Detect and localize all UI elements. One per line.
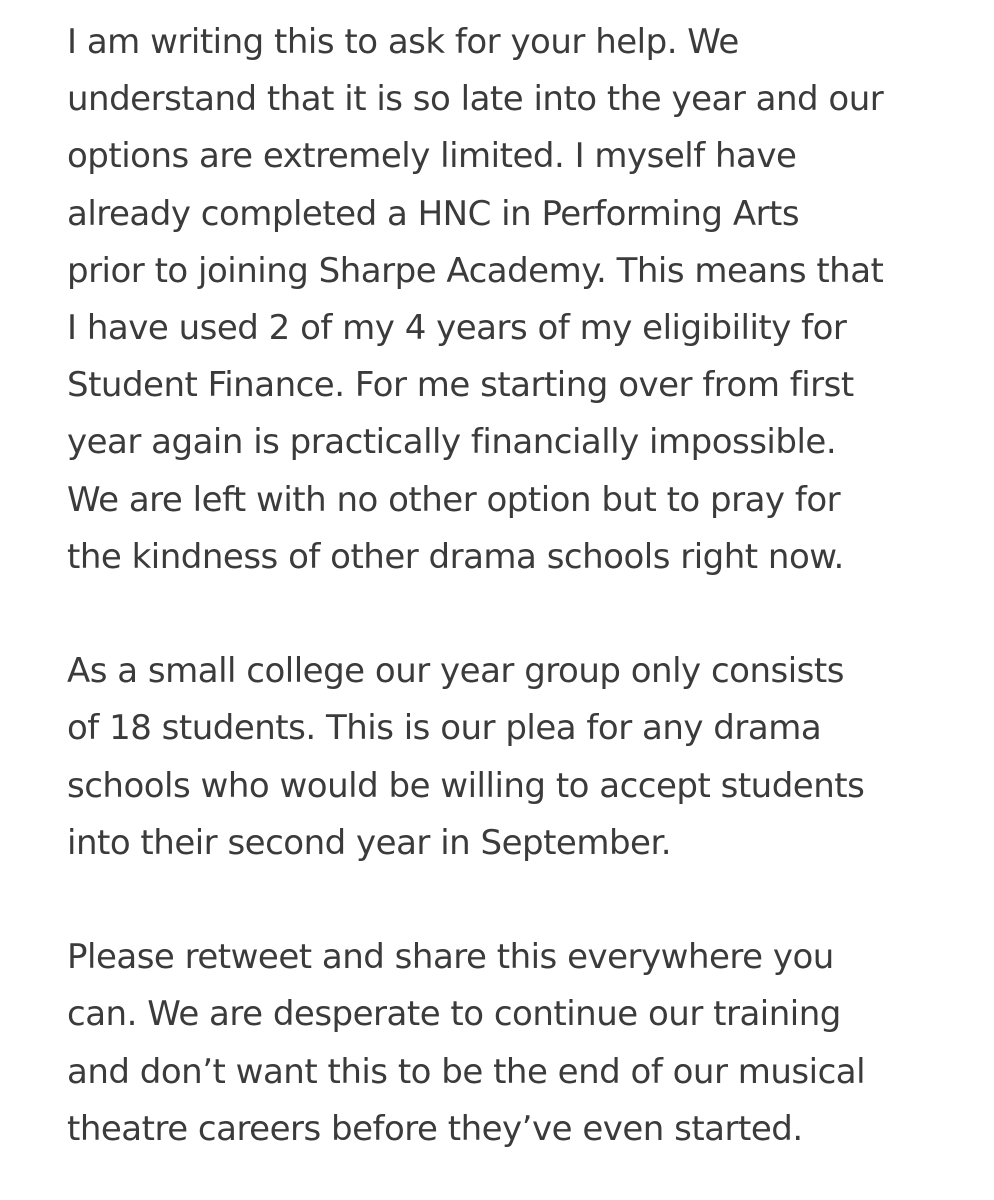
text-line: the kindness of other drama schools right now. — [67, 536, 844, 577]
note-body — [67, 14, 967, 1158]
text-line: As a small college our year group only consists — [67, 651, 844, 692]
text-line: We are left with no other option but to pray for — [67, 479, 841, 520]
paragraph-spacer — [67, 872, 967, 929]
paragraph-1 — [67, 14, 967, 586]
text-line: I am writing this to ask for your help. We — [67, 22, 739, 62]
text-line: prior to joining Sharpe Academy. This means that — [67, 250, 884, 291]
text-line: understand that it is so late into the year and our — [67, 79, 884, 120]
text-line: schools who would be willing to accept students — [67, 765, 865, 806]
text-line: I have used 2 of my 4 years of my eligibility for — [67, 308, 847, 349]
text-line: into their second year in September. — [67, 822, 672, 863]
text-line: already completed a HNC in Performing Arts — [67, 193, 800, 234]
text-line: can. We are desperate to continue our training — [67, 994, 841, 1035]
text-line: year again is practically financially impossible. — [67, 422, 837, 463]
text-line: theatre careers before they’ve even started. — [67, 1108, 803, 1149]
text-line: Student Finance. For me starting over from first — [67, 365, 854, 406]
paragraph-3 — [67, 929, 967, 1158]
paragraph-2 — [67, 643, 967, 872]
paragraph-spacer — [67, 586, 967, 643]
text-line: of 18 students. This is our plea for any drama — [67, 708, 822, 749]
text-line: Please retweet and share this everywhere you — [67, 937, 834, 978]
text-line: options are extremely limited. I myself have — [67, 136, 797, 177]
text-line: and don’t want this to be the end of our musical — [67, 1051, 866, 1092]
